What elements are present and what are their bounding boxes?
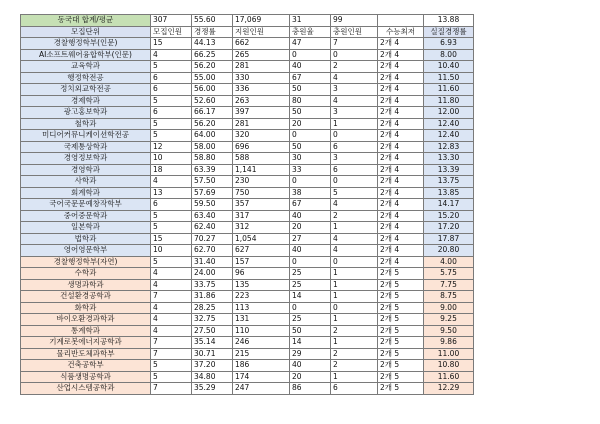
fill-count-cell: 2 <box>331 360 378 372</box>
fill-count-cell: 0 <box>331 130 378 142</box>
quota-cell: 7 <box>151 337 192 349</box>
competition-rate-cell: 64.00 <box>192 130 233 142</box>
table-row <box>21 38 474 50</box>
applicants-cell: 223 <box>233 291 290 303</box>
fill-rate-cell: 30 <box>290 153 331 165</box>
effective-rate-cell: 8.75 <box>424 291 474 303</box>
competition-rate-cell: 59.50 <box>192 199 233 211</box>
quota-cell: 7 <box>151 383 192 395</box>
fill-rate-cell: 20 <box>290 118 331 130</box>
competition-rate-cell: 44.13 <box>192 38 233 50</box>
unit-name-cell: 국제통상학과 <box>21 141 151 153</box>
applicants-cell: 1,054 <box>233 233 290 245</box>
suneung-min-cell: 2개 4 <box>378 256 424 268</box>
applicants-cell: 215 <box>233 348 290 360</box>
applicants-cell: 157 <box>233 256 290 268</box>
quota-cell: 5 <box>151 210 192 222</box>
fill-rate-cell: 50 <box>290 107 331 119</box>
suneung-min-cell: 2개 4 <box>378 153 424 165</box>
competition-rate-cell: 35.29 <box>192 383 233 395</box>
quota-cell: 5 <box>151 360 192 372</box>
suneung-min-cell: 2개 4 <box>378 141 424 153</box>
suneung-min-cell: 2개 4 <box>378 84 424 96</box>
unit-name-cell: 동국대 합계/평균 <box>21 15 151 27</box>
unit-name-cell: 화학과 <box>21 302 151 314</box>
suneung-min-cell: 2개 5 <box>378 337 424 349</box>
table-row <box>21 61 474 73</box>
effective-rate-cell: 12.40 <box>424 118 474 130</box>
effective-rate-cell: 11.50 <box>424 72 474 84</box>
competition-rate-cell: 66.17 <box>192 107 233 119</box>
fill-rate-cell: 0 <box>290 302 331 314</box>
effective-rate-cell: 13.75 <box>424 176 474 188</box>
unit-name-cell: 경찰행정학부(자연) <box>21 256 151 268</box>
competition-rate-cell: 66.25 <box>192 49 233 61</box>
fill-count-cell: 1 <box>331 222 378 234</box>
fill-count-cell: 6 <box>331 383 378 395</box>
table-row <box>21 187 474 199</box>
competition-rate-cell: 32.75 <box>192 314 233 326</box>
admissions-table <box>20 14 474 395</box>
competition-rate-cell: 37.20 <box>192 360 233 372</box>
applicants-cell: 662 <box>233 38 290 50</box>
competition-rate-cell: 경쟁률 <box>192 26 233 38</box>
unit-name-cell: 행정학전공 <box>21 72 151 84</box>
effective-rate-cell: 17.20 <box>424 222 474 234</box>
competition-rate-cell: 24.00 <box>192 268 233 280</box>
fill-count-cell: 0 <box>331 49 378 61</box>
competition-rate-cell: 52.60 <box>192 95 233 107</box>
fill-rate-cell: 67 <box>290 199 331 211</box>
applicants-cell: 263 <box>233 95 290 107</box>
fill-count-cell: 7 <box>331 38 378 50</box>
suneung-min-cell: 2개 5 <box>378 371 424 383</box>
applicants-cell: 265 <box>233 49 290 61</box>
effective-rate-cell: 17.87 <box>424 233 474 245</box>
applicants-cell: 588 <box>233 153 290 165</box>
effective-rate-cell: 11.60 <box>424 371 474 383</box>
suneung-min-cell: 2개 5 <box>378 383 424 395</box>
fill-rate-cell: 20 <box>290 371 331 383</box>
fill-rate-cell: 67 <box>290 72 331 84</box>
fill-rate-cell: 38 <box>290 187 331 199</box>
table-row <box>21 302 474 314</box>
unit-name-cell: 교육학과 <box>21 61 151 73</box>
applicants-cell: 750 <box>233 187 290 199</box>
table-row <box>21 72 474 84</box>
effective-rate-cell: 10.80 <box>424 360 474 372</box>
table-row <box>21 314 474 326</box>
applicants-cell: 317 <box>233 210 290 222</box>
competition-rate-cell: 31.40 <box>192 256 233 268</box>
effective-rate-cell: 13.88 <box>424 15 474 27</box>
applicants-cell: 110 <box>233 325 290 337</box>
applicants-cell: 696 <box>233 141 290 153</box>
applicants-cell: 627 <box>233 245 290 257</box>
effective-rate-cell: 12.29 <box>424 383 474 395</box>
fill-count-cell: 0 <box>331 256 378 268</box>
competition-rate-cell: 56.20 <box>192 118 233 130</box>
fill-count-cell: 3 <box>331 84 378 96</box>
table-row <box>21 210 474 222</box>
table-row <box>21 291 474 303</box>
unit-name-cell: 법학과 <box>21 233 151 245</box>
table-row <box>21 348 474 360</box>
effective-rate-cell: 13.85 <box>424 187 474 199</box>
suneung-min-cell: 2개 5 <box>378 279 424 291</box>
effective-rate-cell: 7.75 <box>424 279 474 291</box>
applicants-cell: 281 <box>233 118 290 130</box>
table-row <box>21 141 474 153</box>
table-row <box>21 95 474 107</box>
effective-rate-cell: 8.00 <box>424 49 474 61</box>
fill-count-cell: 4 <box>331 233 378 245</box>
table-row <box>21 279 474 291</box>
fill-count-cell: 1 <box>331 371 378 383</box>
suneung-min-cell: 수능최저 <box>378 26 424 38</box>
effective-rate-cell: 11.60 <box>424 84 474 96</box>
unit-name-cell: 기계로봇에너지공학과 <box>21 337 151 349</box>
competition-rate-cell: 55.00 <box>192 72 233 84</box>
effective-rate-cell: 12.40 <box>424 130 474 142</box>
fill-rate-cell: 33 <box>290 164 331 176</box>
quota-cell: 4 <box>151 302 192 314</box>
suneung-min-cell: 2개 4 <box>378 72 424 84</box>
quota-cell: 모집인원 <box>151 26 192 38</box>
quota-cell: 13 <box>151 187 192 199</box>
quota-cell: 4 <box>151 268 192 280</box>
competition-rate-cell: 55.60 <box>192 15 233 27</box>
quota-cell: 4 <box>151 314 192 326</box>
effective-rate-cell: 4.00 <box>424 256 474 268</box>
suneung-min-cell: 2개 4 <box>378 107 424 119</box>
fill-rate-cell: 50 <box>290 141 331 153</box>
suneung-min-cell: 2개 5 <box>378 291 424 303</box>
quota-cell: 6 <box>151 72 192 84</box>
unit-name-cell: 경찰행정학부(인문) <box>21 38 151 50</box>
table-row <box>21 222 474 234</box>
fill-rate-cell: 29 <box>290 348 331 360</box>
unit-name-cell: 일본학과 <box>21 222 151 234</box>
fill-rate-cell: 14 <box>290 337 331 349</box>
unit-name-cell: 건설환경공학과 <box>21 291 151 303</box>
quota-cell: 6 <box>151 199 192 211</box>
applicants-cell: 131 <box>233 314 290 326</box>
applicants-cell: 330 <box>233 72 290 84</box>
quota-cell: 5 <box>151 95 192 107</box>
table-row <box>21 118 474 130</box>
fill-count-cell: 3 <box>331 153 378 165</box>
unit-name-cell: 건축공학부 <box>21 360 151 372</box>
fill-count-cell: 6 <box>331 164 378 176</box>
fill-rate-cell: 25 <box>290 268 331 280</box>
fill-rate-cell: 80 <box>290 95 331 107</box>
fill-count-cell: 99 <box>331 15 378 27</box>
applicants-cell: 230 <box>233 176 290 188</box>
unit-name-cell: 영어영문학부 <box>21 245 151 257</box>
competition-rate-cell: 57.50 <box>192 176 233 188</box>
quota-cell: 15 <box>151 38 192 50</box>
applicants-cell: 113 <box>233 302 290 314</box>
fill-count-cell: 0 <box>331 176 378 188</box>
fill-rate-cell: 40 <box>290 360 331 372</box>
applicants-cell: 1,141 <box>233 164 290 176</box>
quota-cell: 18 <box>151 164 192 176</box>
fill-count-cell: 1 <box>331 314 378 326</box>
table-row <box>21 130 474 142</box>
effective-rate-cell: 실질경쟁률 <box>424 26 474 38</box>
applicants-cell: 174 <box>233 371 290 383</box>
table-row <box>21 49 474 61</box>
applicants-cell: 186 <box>233 360 290 372</box>
fill-count-cell: 6 <box>331 141 378 153</box>
effective-rate-cell: 9.00 <box>424 302 474 314</box>
fill-rate-cell: 31 <box>290 15 331 27</box>
competition-rate-cell: 57.69 <box>192 187 233 199</box>
fill-rate-cell: 40 <box>290 61 331 73</box>
competition-rate-cell: 33.75 <box>192 279 233 291</box>
effective-rate-cell: 9.50 <box>424 325 474 337</box>
applicants-cell: 17,069 <box>233 15 290 27</box>
applicants-cell: 지원인원 <box>233 26 290 38</box>
suneung-min-cell: 2개 5 <box>378 314 424 326</box>
suneung-min-cell: 2개 4 <box>378 245 424 257</box>
competition-rate-cell: 70.27 <box>192 233 233 245</box>
competition-rate-cell: 63.40 <box>192 210 233 222</box>
quota-cell: 5 <box>151 61 192 73</box>
competition-rate-cell: 35.14 <box>192 337 233 349</box>
table-row <box>21 107 474 119</box>
suneung-min-cell: 2개 4 <box>378 61 424 73</box>
quota-cell: 6 <box>151 107 192 119</box>
competition-rate-cell: 28.25 <box>192 302 233 314</box>
fill-count-cell: 1 <box>331 118 378 130</box>
suneung-min-cell: 2개 4 <box>378 233 424 245</box>
suneung-min-cell: 2개 5 <box>378 268 424 280</box>
fill-count-cell: 2 <box>331 325 378 337</box>
quota-cell: 12 <box>151 141 192 153</box>
fill-rate-cell: 0 <box>290 176 331 188</box>
applicants-cell: 357 <box>233 199 290 211</box>
table-row <box>21 164 474 176</box>
fill-count-cell: 2 <box>331 61 378 73</box>
fill-rate-cell: 86 <box>290 383 331 395</box>
competition-rate-cell: 63.39 <box>192 164 233 176</box>
effective-rate-cell: 13.39 <box>424 164 474 176</box>
competition-rate-cell: 62.70 <box>192 245 233 257</box>
competition-rate-cell: 56.00 <box>192 84 233 96</box>
suneung-min-cell: 2개 4 <box>378 130 424 142</box>
competition-rate-cell: 58.00 <box>192 141 233 153</box>
unit-name-cell: 경영정보학과 <box>21 153 151 165</box>
suneung-min-cell: 2개 4 <box>378 95 424 107</box>
unit-name-cell: 생명과학과 <box>21 279 151 291</box>
fill-count-cell: 2 <box>331 348 378 360</box>
effective-rate-cell: 6.93 <box>424 38 474 50</box>
quota-cell: 5 <box>151 222 192 234</box>
applicants-cell: 247 <box>233 383 290 395</box>
unit-name-cell: 광고홍보학과 <box>21 107 151 119</box>
suneung-min-cell: 2개 5 <box>378 348 424 360</box>
unit-name-cell: 사학과 <box>21 176 151 188</box>
quota-cell: 5 <box>151 256 192 268</box>
fill-count-cell: 1 <box>331 337 378 349</box>
header-row <box>21 26 474 38</box>
effective-rate-cell: 5.75 <box>424 268 474 280</box>
suneung-min-cell: 2개 4 <box>378 49 424 61</box>
competition-rate-cell: 34.80 <box>192 371 233 383</box>
effective-rate-cell: 11.00 <box>424 348 474 360</box>
fill-rate-cell: 14 <box>290 291 331 303</box>
unit-name-cell: AI소프트웨어융합학부(인문) <box>21 49 151 61</box>
suneung-min-cell: 2개 4 <box>378 222 424 234</box>
unit-name-cell: 중어중문학과 <box>21 210 151 222</box>
fill-count-cell: 2 <box>331 210 378 222</box>
table-row <box>21 256 474 268</box>
unit-name-cell: 바이오환경과학과 <box>21 314 151 326</box>
unit-name-cell: 물리반도체과학부 <box>21 348 151 360</box>
table-row <box>21 337 474 349</box>
fill-rate-cell: 25 <box>290 279 331 291</box>
unit-name-cell: 회계학과 <box>21 187 151 199</box>
applicants-cell: 96 <box>233 268 290 280</box>
effective-rate-cell: 11.80 <box>424 95 474 107</box>
fill-count-cell: 충원인원 <box>331 26 378 38</box>
quota-cell: 4 <box>151 176 192 188</box>
unit-name-cell: 철학과 <box>21 118 151 130</box>
effective-rate-cell: 14.17 <box>424 199 474 211</box>
fill-count-cell: 1 <box>331 291 378 303</box>
competition-rate-cell: 30.71 <box>192 348 233 360</box>
unit-name-cell: 모집단위 <box>21 26 151 38</box>
fill-count-cell: 4 <box>331 199 378 211</box>
table-row <box>21 360 474 372</box>
unit-name-cell: 경제학과 <box>21 95 151 107</box>
suneung-min-cell: 2개 5 <box>378 325 424 337</box>
effective-rate-cell: 9.86 <box>424 337 474 349</box>
fill-rate-cell: 47 <box>290 38 331 50</box>
fill-rate-cell: 25 <box>290 314 331 326</box>
effective-rate-cell: 13.30 <box>424 153 474 165</box>
quota-cell: 4 <box>151 279 192 291</box>
total-row <box>21 15 474 27</box>
fill-count-cell: 4 <box>331 72 378 84</box>
quota-cell: 10 <box>151 245 192 257</box>
quota-cell: 6 <box>151 84 192 96</box>
applicants-cell: 246 <box>233 337 290 349</box>
table-row <box>21 268 474 280</box>
effective-rate-cell: 9.25 <box>424 314 474 326</box>
fill-count-cell: 5 <box>331 187 378 199</box>
suneung-min-cell: 2개 4 <box>378 118 424 130</box>
effective-rate-cell: 15.20 <box>424 210 474 222</box>
fill-rate-cell: 0 <box>290 49 331 61</box>
applicants-cell: 312 <box>233 222 290 234</box>
fill-count-cell: 3 <box>331 107 378 119</box>
fill-rate-cell: 40 <box>290 210 331 222</box>
quota-cell: 4 <box>151 325 192 337</box>
fill-count-cell: 0 <box>331 302 378 314</box>
table-row <box>21 325 474 337</box>
unit-name-cell: 수학과 <box>21 268 151 280</box>
fill-rate-cell: 40 <box>290 245 331 257</box>
applicants-cell: 336 <box>233 84 290 96</box>
suneung-min-cell: 2개 5 <box>378 302 424 314</box>
quota-cell: 4 <box>151 49 192 61</box>
applicants-cell: 135 <box>233 279 290 291</box>
unit-name-cell: 정치외교학전공 <box>21 84 151 96</box>
suneung-min-cell: 2개 4 <box>378 176 424 188</box>
suneung-min-cell: 2개 4 <box>378 199 424 211</box>
quota-cell: 5 <box>151 118 192 130</box>
quota-cell: 7 <box>151 348 192 360</box>
fill-rate-cell: 충원율 <box>290 26 331 38</box>
suneung-min-cell: 2개 4 <box>378 38 424 50</box>
quota-cell: 5 <box>151 130 192 142</box>
effective-rate-cell: 12.83 <box>424 141 474 153</box>
quota-cell: 7 <box>151 291 192 303</box>
unit-name-cell: 통계학과 <box>21 325 151 337</box>
competition-rate-cell: 27.50 <box>192 325 233 337</box>
suneung-min-cell: 2개 4 <box>378 164 424 176</box>
fill-count-cell: 1 <box>331 268 378 280</box>
unit-name-cell: 산업시스템공학과 <box>21 383 151 395</box>
quota-cell: 10 <box>151 153 192 165</box>
table-row <box>21 153 474 165</box>
table-row <box>21 383 474 395</box>
effective-rate-cell: 20.80 <box>424 245 474 257</box>
suneung-min-cell: 2개 4 <box>378 187 424 199</box>
unit-name-cell: 식품생명공학과 <box>21 371 151 383</box>
table-row <box>21 233 474 245</box>
competition-rate-cell: 58.80 <box>192 153 233 165</box>
unit-name-cell: 미디어커뮤니케이션학전공 <box>21 130 151 142</box>
fill-count-cell: 1 <box>331 279 378 291</box>
fill-rate-cell: 20 <box>290 222 331 234</box>
competition-rate-cell: 31.86 <box>192 291 233 303</box>
fill-rate-cell: 27 <box>290 233 331 245</box>
fill-count-cell: 4 <box>331 95 378 107</box>
suneung-min-cell <box>378 15 424 27</box>
effective-rate-cell: 12.00 <box>424 107 474 119</box>
applicants-cell: 397 <box>233 107 290 119</box>
competition-rate-cell: 62.40 <box>192 222 233 234</box>
quota-cell: 307 <box>151 15 192 27</box>
unit-name-cell: 국어국문문예창작학부 <box>21 199 151 211</box>
fill-rate-cell: 0 <box>290 130 331 142</box>
fill-rate-cell: 0 <box>290 256 331 268</box>
applicants-cell: 281 <box>233 61 290 73</box>
fill-count-cell: 4 <box>331 245 378 257</box>
table-row <box>21 371 474 383</box>
quota-cell: 15 <box>151 233 192 245</box>
unit-name-cell: 경영학과 <box>21 164 151 176</box>
suneung-min-cell: 2개 4 <box>378 210 424 222</box>
table-row <box>21 176 474 188</box>
applicants-cell: 320 <box>233 130 290 142</box>
fill-rate-cell: 50 <box>290 325 331 337</box>
quota-cell: 5 <box>151 371 192 383</box>
table-row <box>21 199 474 211</box>
table-row <box>21 84 474 96</box>
suneung-min-cell: 2개 5 <box>378 360 424 372</box>
effective-rate-cell: 10.40 <box>424 61 474 73</box>
competition-rate-cell: 56.20 <box>192 61 233 73</box>
table-row <box>21 245 474 257</box>
fill-rate-cell: 50 <box>290 84 331 96</box>
